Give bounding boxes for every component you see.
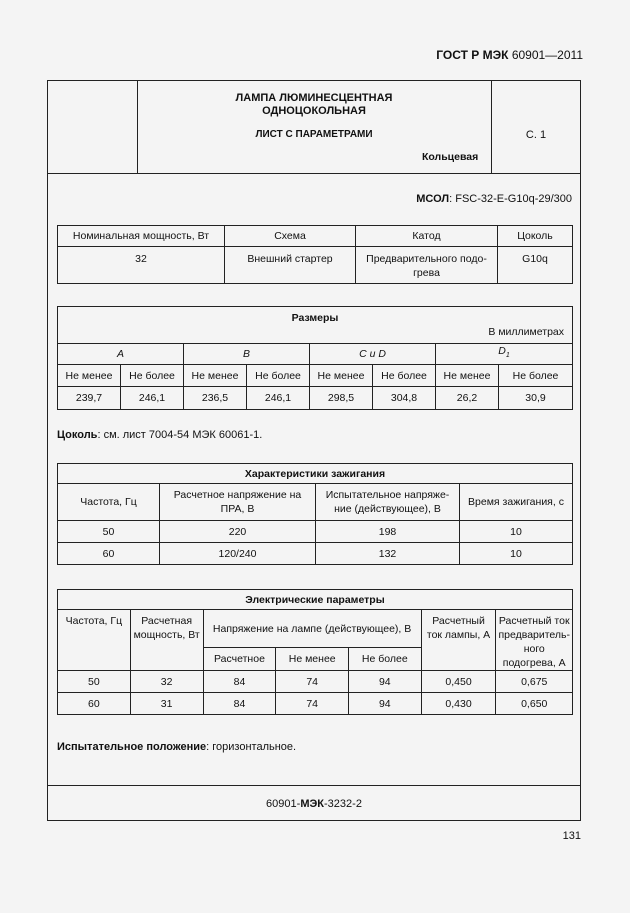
ignition-title: Характеристики зажигания	[58, 464, 573, 484]
footer-code-pre: 60901-	[266, 798, 301, 810]
header-cell: Расчетное напряжение на ПРА, В	[160, 484, 316, 521]
mcol-line	[416, 193, 572, 205]
dims-unit: В миллиметрах	[488, 326, 564, 338]
dims-title: Размеры	[291, 312, 339, 324]
sheet-label: ЛИСТ С ПАРАМЕТРАМИ	[255, 129, 373, 140]
table-row	[58, 464, 573, 484]
test-position-label: Испытательное положение	[57, 741, 207, 753]
value-cell: 30,9	[499, 387, 573, 410]
title-line-1: ЛАМПА ЛЮМИНЕСЦЕНТНАЯ	[235, 92, 393, 104]
header-cell: Номинальная мощность, Вт	[58, 226, 225, 247]
value-cell: 84	[203, 671, 276, 693]
header-cell: Схема	[225, 226, 356, 247]
table-row	[58, 543, 573, 565]
value-cell: 50	[58, 521, 160, 543]
group-letter: D	[498, 345, 506, 358]
value-cell: 304,8	[373, 387, 436, 410]
value-cell: Предварительного подо-грева	[356, 247, 498, 284]
value-cell: 198	[316, 521, 460, 543]
value-cell: 0,675	[496, 671, 573, 693]
sheet-title	[137, 92, 491, 118]
value-cell: 50	[58, 671, 131, 693]
value-cell: 32	[58, 247, 225, 284]
test-position	[57, 741, 296, 753]
value-cell: 60	[58, 543, 160, 565]
standard-prefix: ГОСТ Р МЭК	[436, 48, 509, 62]
value-cell: 236,5	[184, 387, 247, 410]
table-row	[58, 693, 573, 715]
value-cell: 0,430	[421, 693, 496, 715]
header-cell: Катод	[356, 226, 498, 247]
base-note-label: Цоколь	[57, 429, 98, 441]
value-cell: 120/240	[160, 543, 316, 565]
base-note-text: : см. лист 7004-54 МЭК 60061-1.	[97, 429, 263, 441]
header-cell: Расчетный ток предваритель-ного подогрева, А	[496, 610, 573, 671]
value-cell: 84	[203, 693, 276, 715]
standard-number: 60901—2011	[511, 48, 583, 62]
footer-top-line	[47, 785, 581, 786]
subheader-cell: Не более	[121, 365, 184, 387]
table-row	[58, 671, 573, 693]
group-header	[436, 344, 573, 365]
value-cell: 239,7	[58, 387, 121, 410]
dims-title-cell	[58, 307, 573, 344]
value-cell: 246,1	[121, 387, 184, 410]
subheader-cell: Не менее	[184, 365, 247, 387]
header-divider-right	[491, 80, 492, 173]
header-cell: Частота, Гц	[58, 484, 160, 521]
footer-code-post: -3232-2	[324, 798, 362, 810]
standard-designation	[436, 48, 583, 62]
value-cell: 220	[160, 521, 316, 543]
group-subscript: 1	[505, 352, 510, 360]
group-header: B	[184, 344, 310, 365]
value-cell: 26,2	[436, 387, 499, 410]
table-row	[58, 521, 573, 543]
value-cell: 74	[276, 693, 349, 715]
lamp-subtype: Кольцевая	[422, 151, 479, 163]
table-row	[58, 247, 573, 284]
table-row	[58, 365, 573, 387]
page-number: 131	[562, 830, 581, 842]
dimensions-table	[57, 306, 573, 410]
value-cell: 0,650	[496, 693, 573, 715]
main-params-table	[57, 225, 573, 284]
value-cell: 10	[460, 521, 573, 543]
header-cell: Расчетная мощность, Вт	[130, 610, 203, 671]
header-cell: Цоколь	[498, 226, 573, 247]
footer-code-bold: МЭК	[300, 798, 325, 810]
header-cell: Напряжение на лампе (действующее), В	[203, 610, 421, 648]
value-cell: 31	[130, 693, 203, 715]
value-cell: 74	[276, 671, 349, 693]
subheader-cell: Не более	[349, 648, 422, 671]
subheader-cell: Не менее	[276, 648, 349, 671]
mcol-value: : FSC-32-E-G10q-29/300	[449, 193, 572, 205]
test-position-text: : горизонтальное.	[206, 741, 297, 753]
value-cell: 132	[316, 543, 460, 565]
header-cell: Частота, Гц	[58, 610, 131, 671]
value-cell: 60	[58, 693, 131, 715]
value-cell: 246,1	[247, 387, 310, 410]
subheader-cell: Не более	[247, 365, 310, 387]
subheader-cell: Не менее	[436, 365, 499, 387]
page-ref: С. 1	[525, 129, 547, 141]
table-row	[58, 344, 573, 365]
base-note	[57, 429, 262, 441]
mcol-label: МСОЛ	[416, 193, 450, 205]
ignition-table	[57, 463, 573, 565]
value-cell: G10q	[498, 247, 573, 284]
value-cell: 298,5	[310, 387, 373, 410]
group-header: A	[58, 344, 184, 365]
table-row	[58, 610, 573, 648]
subheader-cell: Не более	[499, 365, 573, 387]
table-row	[58, 307, 573, 344]
header-cell: Время зажигания, с	[460, 484, 573, 521]
table-row	[58, 590, 573, 610]
header-cell: Испытательное напряже-ние (действующее), В	[316, 484, 460, 521]
group-header: C и D	[310, 344, 436, 365]
header-cell: Расчетный ток лампы, А	[421, 610, 496, 671]
electric-title: Электрические параметры	[58, 590, 573, 610]
subheader-cell: Расчетное	[203, 648, 276, 671]
subheader-cell: Не менее	[310, 365, 373, 387]
value-cell: 94	[349, 671, 422, 693]
value-cell: 10	[460, 543, 573, 565]
value-cell: 94	[349, 693, 422, 715]
subheader-cell: Не более	[373, 365, 436, 387]
header-bottom-line	[47, 173, 581, 174]
table-row	[58, 387, 573, 410]
value-cell: 0,450	[421, 671, 496, 693]
table-row	[58, 226, 573, 247]
value-cell: Внешний стартер	[225, 247, 356, 284]
subheader-cell: Не менее	[58, 365, 121, 387]
table-row	[58, 484, 573, 521]
footer-code	[47, 798, 581, 810]
value-cell: 32	[130, 671, 203, 693]
electric-table	[57, 589, 573, 715]
title-line-2: ОДНОЦОКОЛЬНАЯ	[262, 105, 366, 117]
